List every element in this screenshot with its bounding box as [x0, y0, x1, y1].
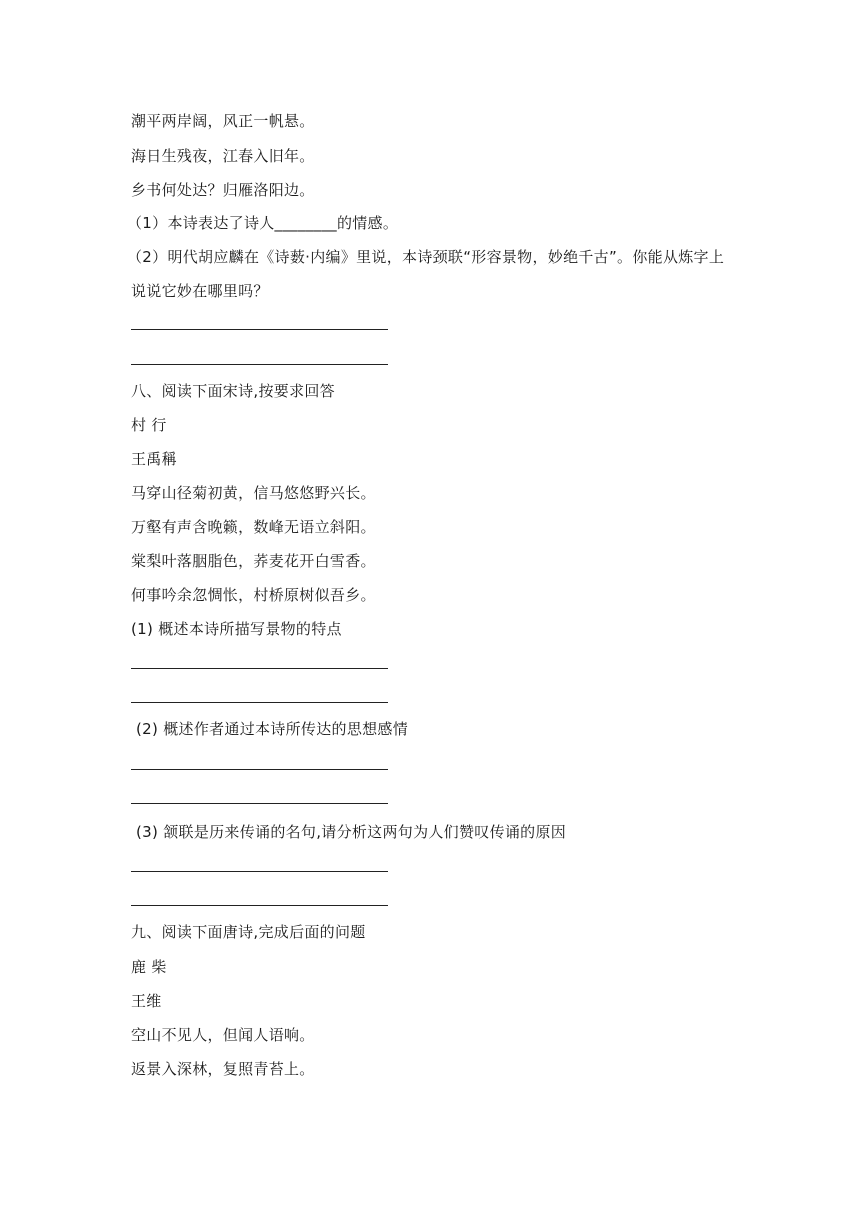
- poem-line: 空山不见人，但闻人语响。: [131, 1026, 315, 1044]
- poem-line: 万壑有声含晚籁，数峰无语立斜阳。: [131, 518, 376, 536]
- answer-line[interactable]: [131, 769, 388, 770]
- answer-line[interactable]: [131, 329, 388, 330]
- answer-line[interactable]: [131, 668, 388, 669]
- poem-line: 马穿山径菊初黄，信马悠悠野兴长。: [131, 484, 376, 502]
- poem-author: 王禹稱: [131, 450, 177, 468]
- poem-title: 村 行: [131, 416, 167, 434]
- question-3: (3) 颔联是历来传诵的名句,请分析这两句为人们赞叹传诵的原因: [136, 823, 567, 841]
- answer-line[interactable]: [131, 364, 388, 365]
- poem-line: 棠梨叶落胭脂色，荞麦花开白雪香。: [131, 552, 376, 570]
- question-2-continued: 说说它妙在哪里吗？: [131, 282, 269, 300]
- poem-line: 返景入深林，复照青苔上。: [131, 1060, 315, 1078]
- poem-line: 海日生残夜，江春入旧年。: [131, 147, 315, 165]
- answer-line[interactable]: [131, 803, 388, 804]
- poem-line: 乡书何处达？归雁洛阳边。: [131, 181, 315, 199]
- answer-line[interactable]: [131, 871, 388, 872]
- poem-line: 潮平两岸阔，风正一帆悬。: [131, 112, 315, 130]
- question-1: (1) 概述本诗所描写景物的特点: [131, 620, 342, 638]
- question-1: （1）本诗表达了诗人________的情感。: [127, 214, 399, 232]
- section-heading: 八、阅读下面宋诗,按要求回答: [131, 382, 335, 400]
- section-heading: 九、阅读下面唐诗,完成后面的问题: [131, 923, 366, 941]
- question-2: （2）明代胡应麟在《诗薮·内编》里说，本诗颈联“形容景物，妙绝千古”。你能从炼字上: [127, 248, 725, 266]
- poem-line: 何事吟余忽惆怅，村桥原树似吾乡。: [131, 586, 376, 604]
- poem-author: 王维: [131, 992, 162, 1010]
- answer-line[interactable]: [131, 702, 388, 703]
- question-2: (2) 概述作者通过本诗所传达的思想感情: [136, 720, 409, 738]
- answer-line[interactable]: [131, 905, 388, 906]
- poem-title: 鹿 柴: [131, 958, 167, 976]
